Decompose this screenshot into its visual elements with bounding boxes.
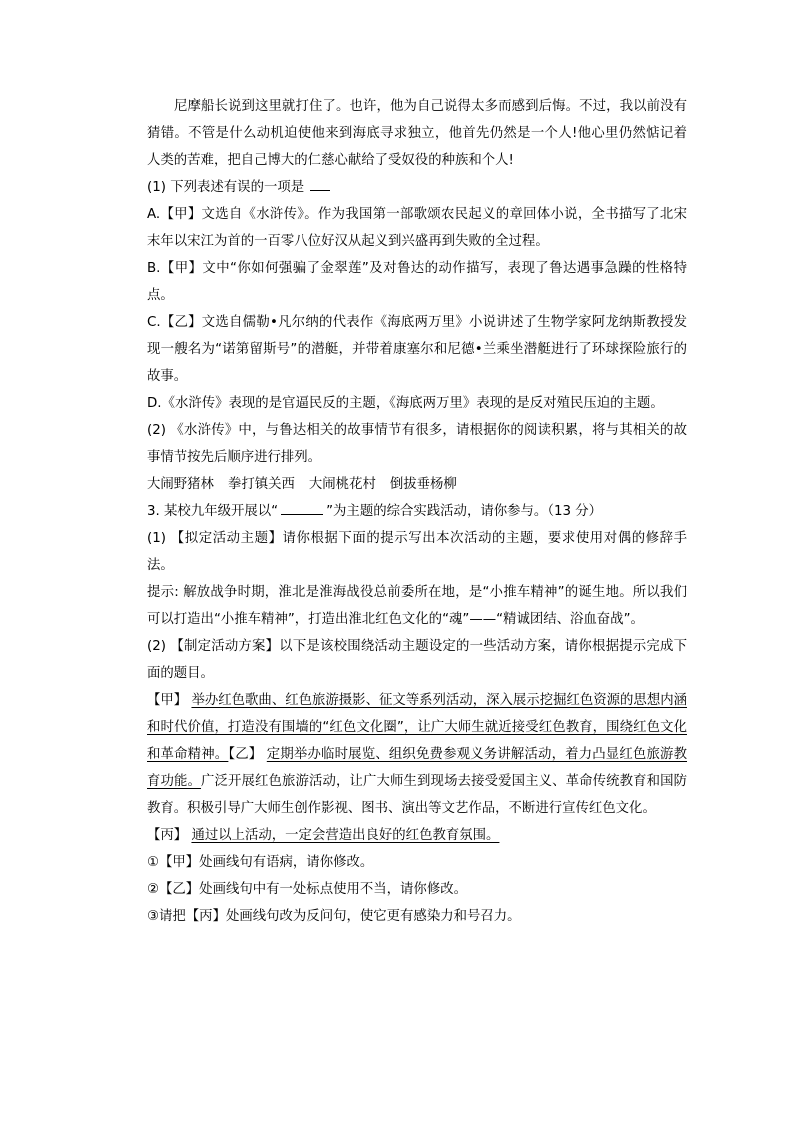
theme-blank (281, 500, 323, 515)
task-2: ②【乙】处画线句中有一处标点使用不当，请你修改。 (147, 882, 467, 897)
hint-text: 提示: 解放战争时期，淮北是淮海战役总前委所在地，是“小推车精神”的诞生地。所以我们可以打造出“小推车精神”，打造出淮北红色文化的“魂”——“精诚团结、浴血奋战”。 (147, 585, 687, 627)
answer-blank (310, 176, 330, 191)
plan-jia-yi (147, 687, 687, 822)
option-a: A.【甲】文选自《水浒传》。作为我国第一部歌颂农民起义的章回体小说，全书描写了北宋末年以宋江为首的一百零八位好汉从起义到兴盛再到失败的全过程。 (147, 207, 687, 249)
plot-item: 倒拔垂杨柳 (389, 477, 457, 492)
plot-items-row (147, 471, 687, 498)
passage-paragraph: 尼摩船长说到这里就打住了。也许，他为自己说得太多而感到后悔。不过，我以前没有猜错。不管是什么动机迫使他来到海底寻求独立，他首先仍然是一个人!他心里仍然惦记着人类的苦难，把自己博大的仁慈心献给了受奴役的种族和个人! (147, 99, 687, 168)
yi-rest-text: 广泛开展红色旅游活动，让广大师生到现场去接受爱国主义、革命传统教育和国防教育。积极引导广大师生创作影视、图书、演出等文艺作品，不断进行宣传红色文化。 (147, 774, 688, 816)
question-1-stem: (1) 下列表述有误的一项是 (147, 174, 687, 201)
subquestion-1: (1) 【拟定活动主题】请你根据下面的提示写出本次活动的主题，要求使用对偶的修辞手法。 (147, 531, 687, 573)
option-b: B.【甲】文中“你如何强骗了金翠莲”及对鲁达的动作描写，表现了鲁达遇事急躁的性格特点。 (147, 261, 687, 303)
bing-underlined-text: 通过以上活动，一定会营造出良好的红色教育氛围。 (191, 828, 500, 843)
bing-label: 【丙】 (147, 828, 188, 843)
task-1: ①【甲】处画线句有语病，请你修改。 (147, 855, 374, 870)
plot-item: 大闹野猪林 (147, 477, 214, 492)
subquestion-2: (2) 【制定活动方案】以下是该校围绕活动主题设定的一些活动方案，请你根据提示完成下面的题目。 (147, 639, 687, 681)
question-3-stem: 3. 某校九年级开展以“ ”为主题的综合实践活动，请你参与。（13 分） (147, 498, 687, 525)
yi-underlined-text: 定期举办临时展览、组织免费参观义务讲解活动，着力凸显红色旅游教育功能。 (147, 747, 688, 789)
plot-item: 大闹桃花村 (308, 477, 376, 492)
yi-label: 【乙】 (228, 747, 263, 762)
question-2-stem: (2) 《水浒传》中，与鲁达相关的故事情节有很多，请根据你的阅读积累，将与其相关的故事情节按先后顺序进行排列。 (147, 423, 687, 465)
jia-label: 【甲】 (147, 693, 188, 708)
option-c: C.【乙】文选自儒勒•凡尔纳的代表作《海底两万里》小说讲述了生物学家阿龙纳斯教授发现一艘名为“诺第留斯号”的潜艇，并带着康塞尔和尼德•兰乘坐潜艇进行了环球探险旅行的故事。 (147, 315, 687, 384)
page-content (147, 93, 687, 930)
task-3: ③请把【丙】处画线句改为反问句，使它更有感染力和号召力。 (147, 909, 521, 924)
plot-item: 拳打镇关西 (227, 477, 295, 492)
option-d: D.《水浒传》表现的是官逼民反的主题，《海底两万里》表现的是反对殖民压迫的主题。 (147, 396, 664, 411)
jia-underlined-text: 举办红色歌曲、红色旅游摄影、征文等系列活动，深入展示挖掘红色资源的思想内涵和时代价值，打造没有围墙的“红色文化圈”，让广大师生就近接受红色教育，围绕红色文化和革命精神。 (147, 693, 688, 762)
plan-bing (147, 822, 687, 849)
